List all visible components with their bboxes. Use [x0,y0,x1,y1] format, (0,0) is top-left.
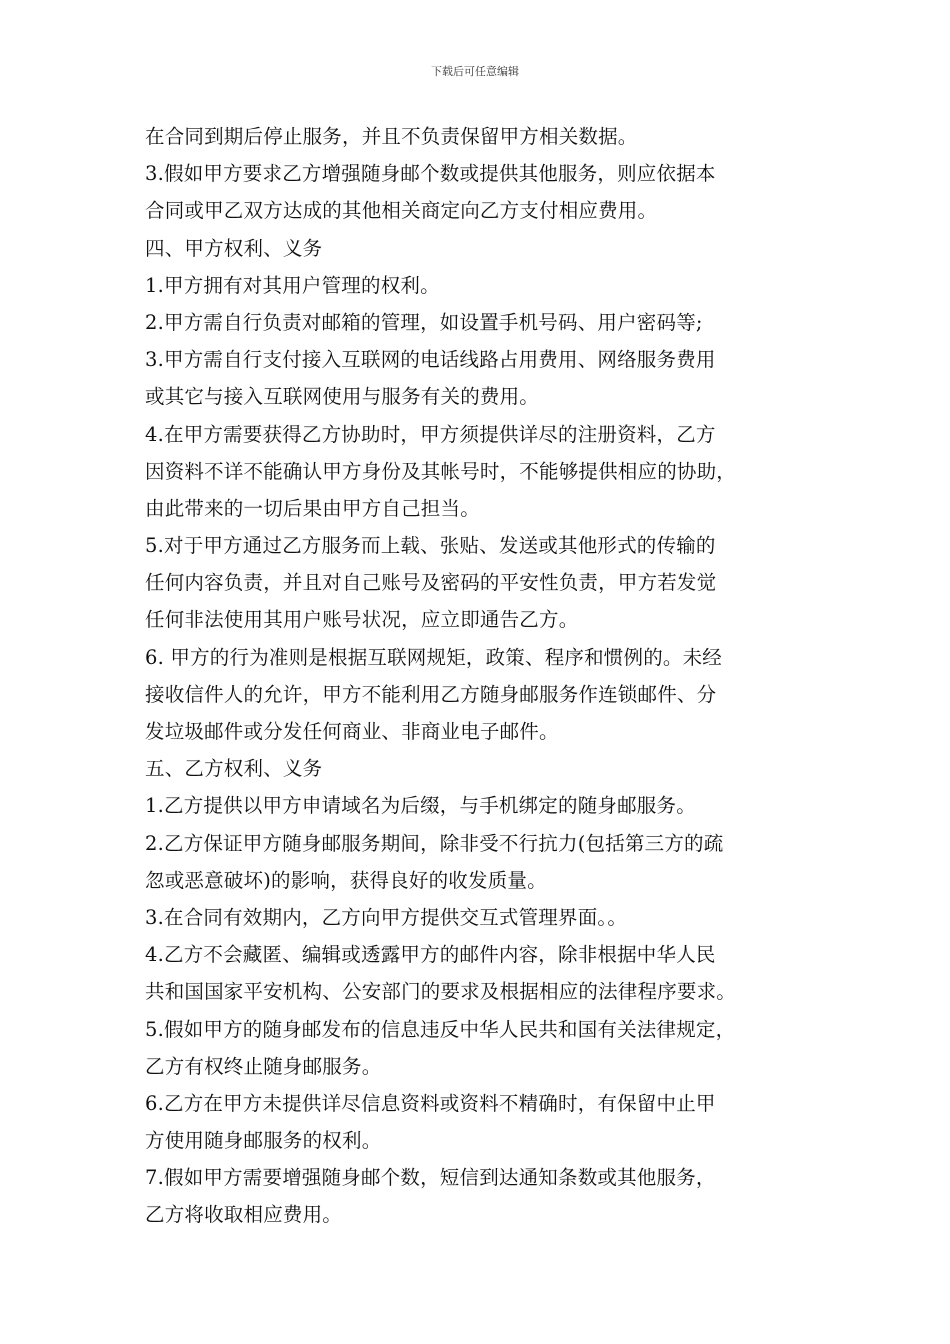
text-line: 任何非法使用其用户账号状况，应立即通告乙方。 [145,608,579,632]
text-line: 4.乙方不会藏匿、编辑或透露甲方的邮件内容，除非根据中华人民 [145,943,716,967]
document-body [145,118,817,1234]
text-line: 2.甲方需自行负责对邮箱的管理，如设置手机号码、用户密码等; [145,310,703,334]
text-line: 发垃圾邮件或分发任何商业、非商业电子邮件。 [145,720,559,743]
text-line: 因资料不详不能确认甲方身份及其帐号时，不能够提供相应的协助， [145,459,737,483]
text-line: 在合同到期后停止服务，并且不负责保留甲方相关数据。 [145,125,638,148]
text-line: 7.假如甲方需要增强随身邮个数，短信到达通知条数或其他服务， [145,1166,716,1190]
text-line: 合同或甲乙双方达成的其他相关商定向乙方支付相应费用。 [145,199,658,223]
text-line: 6.乙方在甲方未提供详尽信息资料或资料不精确时，有保留中止甲 [145,1091,716,1115]
text-line: 或其它与接入互联网使用与服务有关的费用。 [145,385,540,409]
text-line: 1.乙方提供以甲方申请域名为后缀，与手机绑定的随身邮服务。 [145,794,696,818]
text-line: 共和国国家平安机构、公安部门的要求及根据相应的法律程序要求。 [145,980,737,1004]
section-heading: 四、甲方权利、义务 [145,236,323,260]
text-line: 由此带来的一切后果由甲方自己担当。 [145,496,480,520]
text-line: 1.甲方拥有对其用户管理的权利。 [145,273,440,297]
text-line: 乙方有权终止随身邮服务。 [145,1054,382,1078]
text-line: 接收信件人的允许，甲方不能利用乙方随身邮服务作连锁邮件、分 [145,682,717,706]
text-line: 4.在甲方需要获得乙方协助时，甲方须提供详尽的注册资料，乙方 [145,422,716,446]
text-line: 3.假如甲方要求乙方增强随身邮个数或提供其他服务，则应依据本 [145,162,716,186]
text-line: 3.在合同有效期内，乙方向甲方提供交互式管理界面。。 [145,905,628,929]
text-line: 6. 甲方的行为准则是根据互联网规矩，政策、程序和惯例的。未经 [145,645,723,669]
text-line: 5.假如甲方的随身邮发布的信息违反中华人民共和国有关法律规定， [145,1017,736,1041]
text-line: 3.甲方需自行支付接入互联网的电话线路占用费用、网络服务费用 [145,348,716,372]
section-heading: 五、乙方权利、义务 [145,757,323,781]
text-line: 5.对于甲方通过乙方服务而上载、张贴、发送或其他形式的传输的 [145,534,716,558]
text-line: 任何内容负责，并且对自己账号及密码的平安性负责，甲方若发觉 [145,571,717,595]
text-line: 忽或恶意破坏)的影响，获得良好的收发质量。 [145,868,547,892]
text-line: 乙方将收取相应费用。 [145,1203,343,1227]
text-line: 方使用随身邮服务的权利。 [145,1129,382,1153]
page-header: 下载后可任意编辑 [431,65,519,78]
text-line: 2.乙方保证甲方随身邮服务期间，除非受不行抗力(包括第三方的疏 [145,831,724,855]
